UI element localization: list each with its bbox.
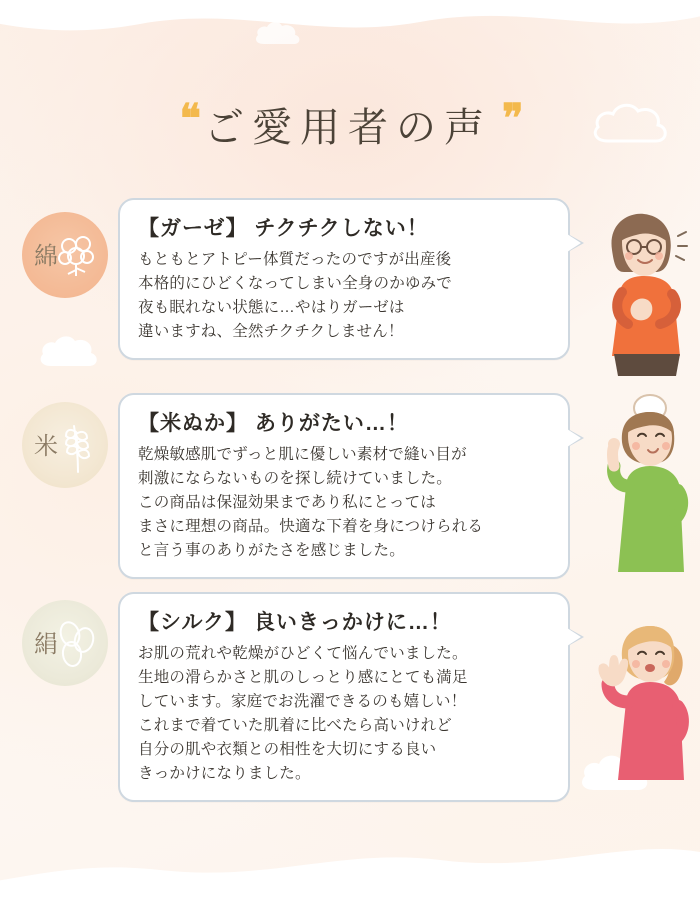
body-line: 自分の肌や衣類との相性を大切にする良い (138, 741, 437, 759)
body-line: お肌の荒れや乾燥がひどくて悩んでいました。 (138, 645, 468, 662)
woman-with-glasses-icon (588, 206, 692, 376)
badge-silk (22, 600, 108, 686)
badge-label: 米 (34, 434, 58, 460)
body-line: まさに理想の商品。快適な下着を身につけられる (138, 518, 484, 536)
page-title-wrap (0, 96, 700, 153)
body-line: 生地の滑らかさと肌のしっとり感にとても満足 (138, 669, 468, 687)
quote-open-icon: ❝ (179, 96, 198, 141)
woman-ponytail-icon (588, 610, 696, 780)
badge-cotton (22, 212, 108, 298)
quote-close-icon: ❞ (502, 96, 521, 141)
cloud-decoration (34, 330, 104, 378)
woman-bun-hair-icon (592, 392, 696, 572)
body-line: と言う事のありがたさを感じました。 (138, 542, 405, 560)
body-line: これまで着ていた肌着に比べたら高いけれど (138, 717, 453, 735)
silk-cocoon-icon (50, 616, 104, 670)
body-line: 本格的にひどくなってしまい全身のかゆみで (138, 275, 453, 293)
bottom-wave-decoration (0, 830, 700, 900)
body-line: きっかけになりました。 (138, 765, 311, 783)
rice-ear-icon (52, 418, 104, 474)
testimonial-bubble (118, 393, 570, 579)
top-wave-decoration (0, 0, 700, 52)
page-title: ご愛用者の声 (204, 105, 492, 150)
testimonial-body (138, 443, 550, 563)
body-line: しています。家庭でお洗濯できるのも嬉しい！ (138, 693, 467, 711)
testimonial-bubble (118, 198, 570, 360)
testimonial-cotton (118, 198, 570, 360)
badge-label: 綿 (34, 244, 58, 270)
testimonial-bubble (118, 592, 570, 802)
testimonial-silk (118, 592, 570, 802)
testimonial-heading: 【米ぬか】 ありがたい…！ (138, 412, 409, 435)
body-line: 違いますね、全然チクチクしません！ (138, 323, 404, 341)
body-line: 夜も眠れない状態に…やはりガーゼは (138, 299, 405, 317)
badge-label: 絹 (34, 632, 58, 658)
testimonial-body (138, 642, 550, 786)
testimonial-heading: 【ガーゼ】 チクチクしない！ (138, 217, 429, 240)
body-line: 乾燥敏感肌でずっと肌に優しい素材で縫い目が (138, 446, 467, 463)
badge-rice (22, 402, 108, 488)
body-line: もともとアトピー体質だったのですが出産後 (138, 251, 452, 268)
testimonial-rice (118, 393, 570, 579)
body-line: この商品は保湿効果まであり私にとっては (138, 494, 436, 512)
cotton-flower-icon (52, 230, 104, 282)
testimonial-heading: 【シルク】 良いきっかけに…！ (138, 611, 452, 634)
body-line: 刺激にならないものを探し続けていました。 (138, 470, 453, 488)
testimonial-body (138, 248, 550, 344)
